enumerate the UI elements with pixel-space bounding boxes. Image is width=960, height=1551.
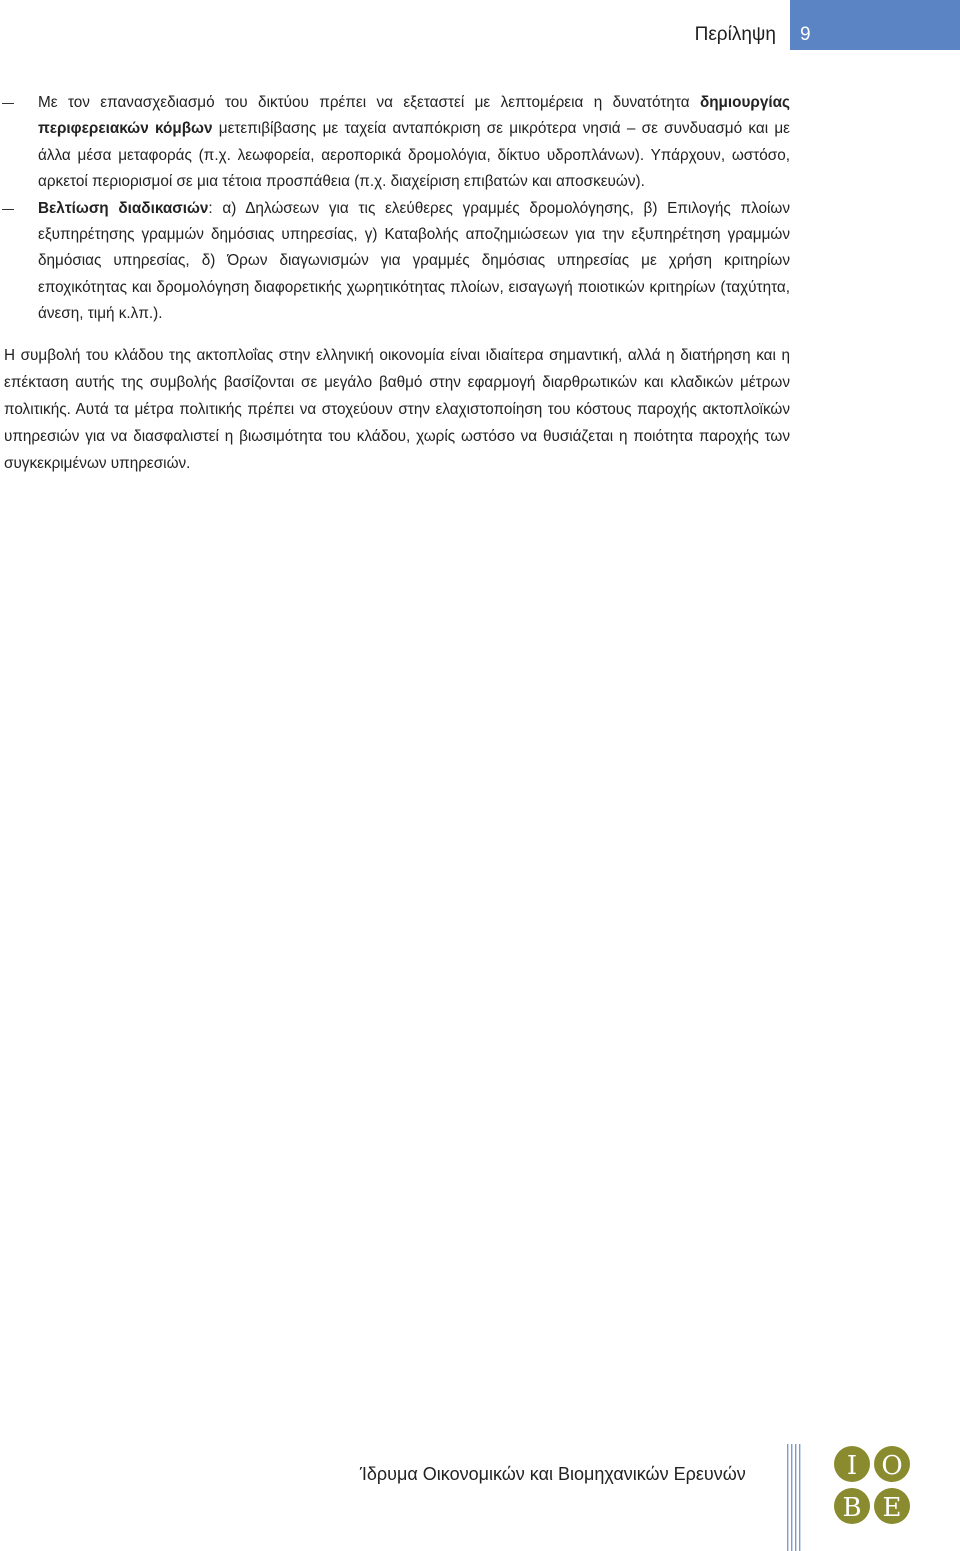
iobe-logo-icon (832, 1444, 912, 1528)
organization-name: Ίδρυμα Οικονομικών και Βιομηχανικών Ερευνών (360, 1464, 746, 1484)
footer-divider-lines (785, 1444, 805, 1551)
page-number: 9 (800, 24, 811, 45)
logo-letter-2: Ο (881, 1451, 903, 1481)
document-body (0, 90, 960, 478)
bullet-text-lead: Με τον επανασχεδιασμό του δικτύου πρέπει να εξεταστεί με λεπτομέρεια η δυνατότητα (38, 94, 700, 111)
logo-letter-4: Ε (882, 1493, 902, 1523)
logo-letter-3: Β (842, 1493, 862, 1523)
bullet-text-bold: δημιουργίας περιφερειακών κόμβων (38, 94, 790, 138)
bullet-text-rest: μετεπιβίβασης με ταχεία ανταπόκριση σε μικρότερα νησιά – σε συνδυασμό και με άλλα μέσα μεταφοράς (π.χ. λεωφορεία, αεροπορικά δρομολόγια, δίκτυο υδροπλάνων). Υπάρχουν, ωστόσο, αρκετοί περιορισμοί σε μια τέτοια προσπάθεια (π.χ. διαχείριση επιβατών και αποσκευών). (38, 120, 790, 191)
bullet-text-rest: : α) Δηλώσεων για τις ελεύθερες γραμμές δρομολόγησης, β) Επιλογής πλοίων εξυπηρέτησης γραμμών δημόσιας υπηρεσίας, γ) Καταβολής αποζημιώσεων για την εξυπηρέτηση γραμμών δημόσιας υπηρεσίας, δ) Όρων διαγωνισμών για γραμμές δημόσιας υπηρεσίας με χρήση κριτηρίων εποχικότητας και δρομολόγηση διαφορετικής χωρητικότητας πλοίων, εισαγωγή ποιοτικών κριτηρίων (ταχύτητα, άνεση, τιμή κ.λπ.). (38, 199, 790, 323)
bullet-item (0, 90, 960, 196)
bullet-item (0, 196, 960, 328)
page-number-box (790, 0, 960, 50)
section-title: Περίληψη (694, 24, 776, 45)
bullet-text-bold: Βελτίωση διαδικασιών (38, 199, 209, 217)
logo-letter-1: Ι (846, 1451, 858, 1481)
body-paragraph: Η συμβολή του κλάδου της ακτοπλοΐας στην ελληνική οικονομία είναι ιδιαίτερα σημαντική, αλλά η διατήρηση και η επέκταση αυτής της συμβολής βασίζονται σε μεγάλο βαθμό στην εφαρμογή διαρθρωτικών και κλαδικών μέτρων πολιτικής. Αυτά τα μέτρα πολιτικής πρέπει να στοχεύουν στην ελαχιστοποίηση του κόστους παροχής ακτοπλοϊκών υπηρεσιών για να διασφαλιστεί η βιωσιμότητα του κλάδου, χωρίς ωστόσο να θυσιάζεται η ποιότητα παροχής των συγκεκριμένων υπηρεσιών. (4, 346, 790, 473)
